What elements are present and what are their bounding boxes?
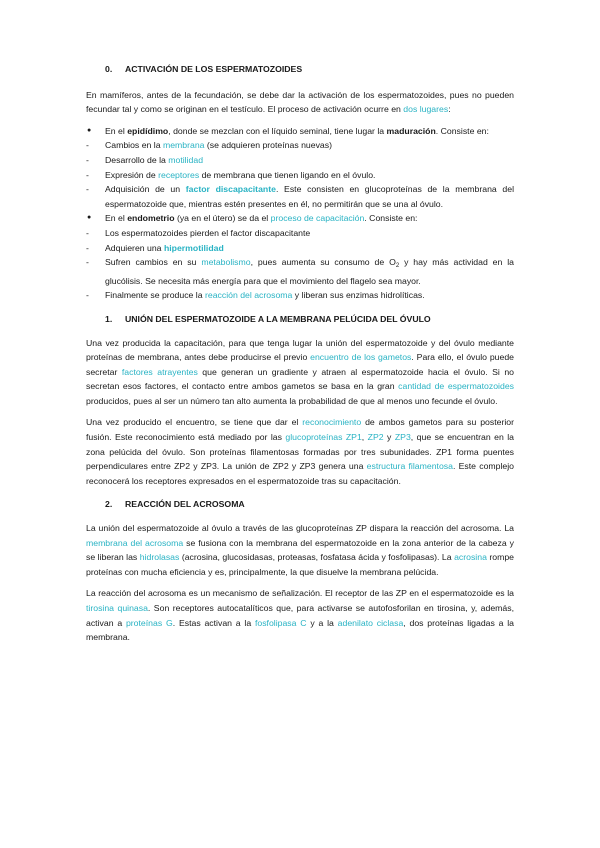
highlight-term: membrana	[162, 140, 205, 151]
highlight-term: encuentro de los gametos	[310, 352, 412, 363]
highlight-term: fosfolipasa C	[254, 617, 307, 628]
list-item: - Adquisición de un factor discapacitante. Este consisten en glucoproteínas de la membrana del espermatozoide que, mientras estén presentes en él, no permitirán que se una al óvulo.	[86, 182, 514, 211]
highlight-term: dos lugares	[403, 104, 449, 115]
highlight-term: glucoproteínas ZP1	[285, 432, 362, 443]
list-item: - Adquieren una hipermotilidad	[86, 241, 514, 256]
list-item: - Sufren cambios en su metabolismo, pues aumenta su consumo de $O_2$ y hay más actividad en la glucólisis. Se necesita más energía para que el movimiento del flagelo sea mayor.	[86, 255, 514, 288]
document-page	[86, 62, 514, 645]
list-item: - Desarrollo de la motilidad	[86, 153, 514, 168]
highlight-term: ZP3	[394, 432, 411, 443]
highlight-term: hipermotilidad	[163, 242, 224, 253]
capacitation-list	[86, 226, 514, 303]
highlight-term: cantidad de espermatozoides	[398, 381, 514, 392]
bullet-endometrio: ● En el endometrio (ya en el útero) se da el proceso de capacitación. Consiste en: - Los espermatozoides pierden el factor discapacitante - Adquieren una hipermotilidad - Sufren cambios en su metabolismo, pues aumenta su consumo de $O_2$ y hay más actividad en la glucólisis. Se necesita más energía para que el movimiento del flagelo sea mayor. - Finalmente se produce la reacción del acrosoma y liberan sus enzimas hidrolíticas.	[86, 211, 514, 303]
highlight-term: metabolismo	[201, 257, 251, 268]
bold-term: endometrio	[127, 213, 175, 224]
section-2-heading	[105, 497, 514, 512]
highlight-term: estructura filamentosa	[366, 461, 453, 472]
section-2-paragraph-2: La reacción del acrosoma es un mecanismo de señalización. El receptor de las ZP en el espermatozoide es la tirosina quinasa. Son receptores autocatalíticos que, para activarse se autofosforilan en tirosina, y, además, activan a proteínas G. Estas activan a la fosfolipasa C y a la adenilato ciclasa, dos proteínas ligadas a la membrana.	[86, 588, 514, 643]
highlight-term: factores atrayentes	[121, 366, 198, 377]
section-1-title: UNIÓN DEL ESPERMATOZOIDE A LA MEMBRANA PELÚCIDA DEL ÓVULO	[125, 313, 431, 324]
highlight-term: receptores	[158, 169, 200, 180]
highlight-term: tirosina quinasa	[86, 603, 148, 613]
activation-sites-list	[86, 124, 514, 303]
section-1-paragraph-2: Una vez producido el encuentro, se tiene que dar el reconocimiento de ambos gametos para su posterior fusión. Este reconocimiento está mediado por las glucoproteínas ZP1, ZP2 y ZP3, que se encuentran en la zona pelúcida del óvulo. Son proteínas filamentosas formadas por tres subunidades. ZP1 forma puentes perpendiculares entre ZP2 y ZP3. La unión de ZP2 y ZP3 genera una estructura filamentosa. Este complejo reconocerá los receptores expresados en el espermatozoide tras su capacitación.	[86, 417, 515, 486]
list-item: - Cambios en la membrana (se adquieren proteínas nuevas)	[86, 138, 514, 153]
highlight-term: reacción del acrosoma	[204, 290, 293, 301]
list-item: - Finalmente se produce la reacción del acrosoma y liberan sus enzimas hidrolíticas.	[86, 288, 514, 303]
bold-term: maduración	[386, 125, 436, 136]
section-0-title: ACTIVACIÓN DE LOS ESPERMATOZOIDES	[125, 64, 303, 74]
highlight-term: acrosina	[454, 552, 487, 563]
maturation-list	[86, 138, 514, 211]
list-item: - Expresión de receptores de membrana que tienen ligando en el óvulo.	[86, 168, 514, 183]
section-2-title: REACCIÓN DEL ACROSOMA	[125, 499, 245, 510]
section-2-paragraph-1: La unión del espermatozoide al óvulo a través de las glucoproteínas ZP dispara la reacción del acrosoma. La membrana del acrosoma se fusiona con la membrana del espermatozoide en la zona anterior de la cabeza y se liberan las hidrolasas (acrosina, glucosidasas, proteasas, fosfatasa ácida y fosfolipasas). La acrosina rompe proteínas con mucha eficiencia y es, principalmente, la que disuelve la membrana pelúcida.	[86, 523, 514, 577]
highlight-term: reconocimiento	[302, 417, 362, 428]
section-0-heading	[105, 62, 514, 77]
list-item: - Los espermatozoides pierden el factor discapacitante	[86, 226, 514, 241]
highlight-term: adenilato ciclasa	[337, 617, 404, 628]
highlight-term: motilidad	[168, 154, 204, 165]
section-1-heading	[105, 312, 514, 327]
highlight-term: hidrolasas	[139, 552, 180, 563]
highlight-term: ZP2	[367, 432, 384, 443]
section-2-number: 2.	[105, 499, 113, 510]
section-1-paragraph-1: Una vez producida la capacitación, para que tenga lugar la unión del espermatozoide y del óvulo mediante proteínas de membrana, antes debe producirse el previo encuentro de los gametos. Para ello, el óvulo puede secretar factores atrayentes que generan un gradiente y atraen al espermatozoide hacia el óvulo. Si no secretan esos factores, el contacto entre ambos gametos se basa en la gran cantidad de espermatozoides producidos, pues al ser un número tan alto aumenta la probabilidad de que al menos uno fecunde el óvulo.	[86, 337, 515, 406]
section-0-number: 0.	[105, 64, 113, 74]
highlight-term: membrana del acrosoma	[86, 537, 184, 548]
bullet-epididimo: ● En el epidídimo, donde se mezclan con el líquido seminal, tiene lugar la maduración. Consiste en: - Cambios en la membrana (se adquieren proteínas nuevas) - Desarrollo de la motilidad - Expresión de receptores de membrana que tienen ligando en el óvulo. - Adquisición de un factor discapacitante. Este consisten en glucoproteínas de la membrana del espermatozoide que, mientras estén presentes en él, no permitirán que se una al óvulo.	[86, 124, 514, 212]
section-1-number: 1.	[105, 313, 113, 324]
bold-term: epidídimo	[127, 125, 169, 136]
highlight-term: proceso de capacitación	[270, 213, 365, 224]
highlight-term: proteínas G	[125, 617, 173, 628]
section-0-intro: En mamíferos, antes de la fecundación, se debe dar la activación de los espermatozoides, pues no pueden fecundar tal y como se originan en el testículo. El proceso de activación ocurre en dos lugares:	[86, 89, 514, 115]
highlight-term: factor discapacitante	[185, 184, 276, 195]
